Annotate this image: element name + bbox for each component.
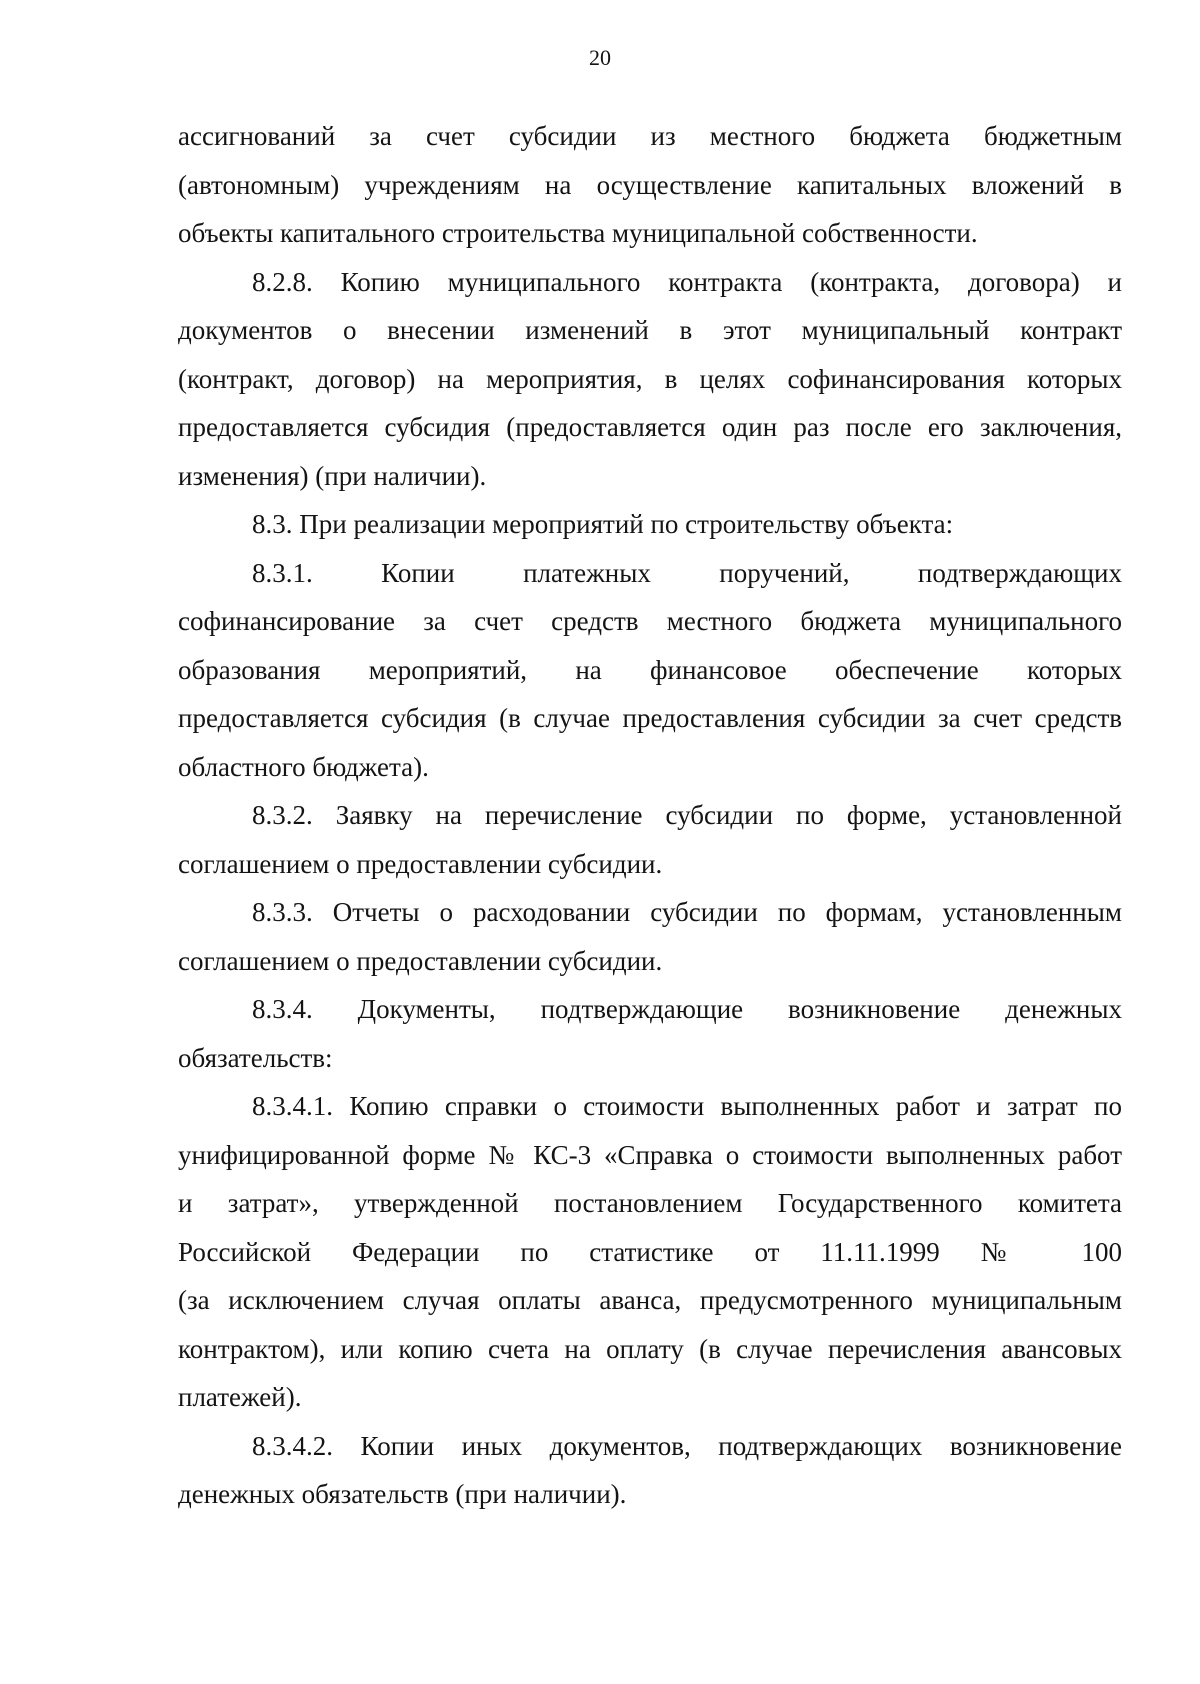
text-line: предоставляется субсидия (предоставляется один раз после его заключения, (178, 412, 1122, 442)
text-line: областного бюджета). (178, 751, 429, 782)
text-line: обязательств: (178, 1042, 333, 1073)
text-line: 8.3.4.1. Копию справки о стоимости выполненных работ и затрат по (252, 1091, 1122, 1121)
document-body (178, 112, 1122, 1519)
text-line: 8.3.3. Отчеты о расходовании субсидии по формам, установленным (252, 897, 1122, 927)
text-line: ассигнований за счет субсидии из местного бюджета бюджетным (178, 121, 1122, 151)
text-line: изменения) (при наличии). (178, 460, 487, 491)
text-line: образования мероприятий, на финансовое обеспечение которых (178, 654, 1122, 685)
text-line: (за исключением случая оплаты аванса, предусмотренного муниципальным (178, 1285, 1122, 1315)
text-line: 8.2.8. Копию муниципального контракта (контракта, договора) и (252, 266, 1122, 297)
text-line: документов о внесении изменений в этот муниципальный контракт (178, 315, 1122, 345)
text-line: унифицированной форме № КС-3 «Справка о стоимости выполненных работ (178, 1139, 1122, 1170)
text-line: Российской Федерации по статистике от 11.11.1999 № 100 (178, 1236, 1122, 1267)
text-line: платежей). (178, 1382, 302, 1412)
text-line: соглашением о предоставлении субсидии. (178, 848, 663, 879)
text-line: соглашением о предоставлении субсидии. (178, 945, 663, 976)
text-line: (автономным) учреждениям на осуществление капитальных вложений в (178, 169, 1122, 200)
text-line: 8.3.4. Документы, подтверждающие возникновение денежных (252, 994, 1122, 1024)
text-line: 8.3.2. Заявку на перечисление субсидии по форме, установленной (252, 800, 1122, 830)
text-line: контрактом), или копию счета на оплату (в случае перечисления авансовых (178, 1333, 1122, 1364)
page-number: 20 (589, 45, 611, 70)
text-line: денежных обязательств (при наличии). (178, 1479, 627, 1509)
text-line: 8.3.1. Копии платежных поручений, подтверждающих (252, 557, 1122, 588)
text-line: софинансирование за счет средств местного бюджета муниципального (178, 606, 1122, 636)
text-line: 8.3.4.2. Копии иных документов, подтверждающих возникновение (252, 1430, 1122, 1461)
text-line: (контракт, договор) на мероприятия, в целях софинансирования которых (178, 363, 1122, 394)
text-line: объекты капитального строительства муниципальной собственности. (178, 218, 978, 248)
text-line: предоставляется субсидия (в случае предоставления субсидии за счет средств (178, 703, 1122, 733)
text-line: и затрат», утвержденной постановлением Государственного комитета (178, 1188, 1122, 1218)
text-line: 8.3. При реализации мероприятий по строительству объекта: (252, 509, 954, 539)
